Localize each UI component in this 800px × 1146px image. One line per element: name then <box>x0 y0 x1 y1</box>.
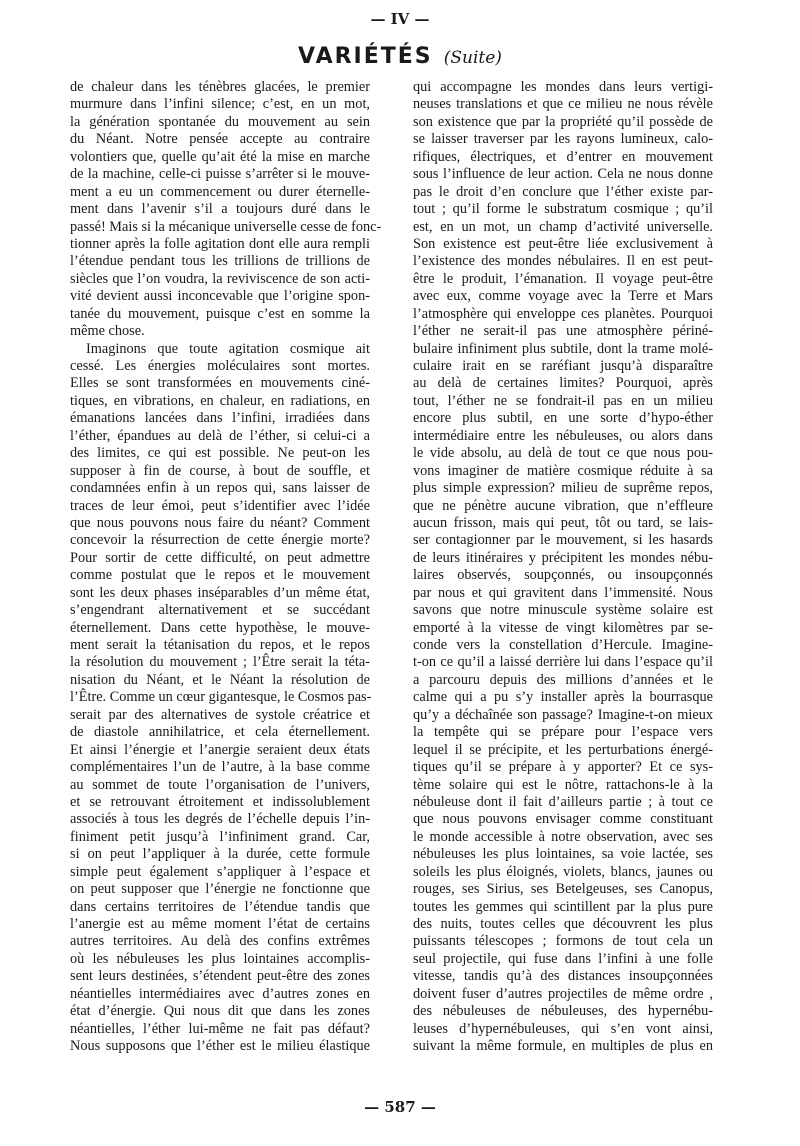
text-line: du Néant. Notre pensée accepte au contraire <box>70 131 370 148</box>
text-line: rifiques, électriques, et d’entrer en mouvement <box>413 148 713 165</box>
text-line: vons imaginer de matière cosmique réduite à sa <box>413 462 713 479</box>
text-line: l’étendue pendant tous les trillions de trillions de <box>70 253 370 270</box>
text-line: t-on ce qu’il a laissé derrière lui dans l’espace qu’il <box>413 654 713 671</box>
text-line: son existence que par la propriété qu’il possède de <box>413 113 713 130</box>
text-line: de chaleur dans les ténèbres glacées, le premier <box>70 79 370 95</box>
text-line: savons que notre minuscule système solaire est <box>413 602 713 619</box>
text-line: sous l’influence de leur action. Cela ne nous donne <box>413 166 713 183</box>
text-line: rouges, ses Sirius, ses Betelgeuses, ses Canopus, <box>413 881 713 898</box>
text-line: néantielles intermédiaires avec d’autres zones en <box>70 985 370 1002</box>
text-line: qui accompagne les mondes dans leurs vertigi- <box>413 79 713 95</box>
text-line: plus simple expression? milieu de suprême repos, <box>413 480 713 497</box>
text-line: calme qui a pu s’y installer après la bourrasque <box>413 689 713 706</box>
text-line: leuses d’hypernébuleuses, qui s’en vont ainsi, <box>413 1020 713 1037</box>
text-line: encore plus subtil, en une sorte d’hypo-éther <box>413 410 713 427</box>
text-line: puissants télescopes ; formons de tout cela un <box>413 933 713 950</box>
text-line: tème solaire qui est le nôtre, rattachons-le à la <box>413 776 713 793</box>
text-line: Pour sortir de cette difficulté, on peut admettre <box>70 549 370 566</box>
text-line: serait par des alternatives de systole créatrice et <box>70 706 370 723</box>
text-line: conde vers la constellation d’Hercule. Imagine- <box>413 637 713 653</box>
text-line: tiques, en vibrations, en chaleur, en radiations, en <box>70 392 370 409</box>
section-title: VARIÉTÉS <box>298 44 433 69</box>
text-line: volontiers que, quelle qu’ait été la mise en marche <box>70 148 370 165</box>
text-line: au sommet de toute l’organisation de l’univers, <box>70 776 370 793</box>
text-line: par nous et qui gravitent dans l’immensité. Nous <box>413 584 713 601</box>
text-line: de leurs itinéraires y précipitent les mondes nébu- <box>413 549 713 566</box>
text-line: que nous pouvons nous faire du néant? Comment <box>70 514 370 531</box>
text-line: même chose. <box>70 323 145 340</box>
text-line: finiment petit jusqu’à l’infiniment grand. Car, <box>70 828 370 845</box>
article-body <box>70 79 740 1089</box>
text-line: état d’énergie. Qui nous dit que dans les zones <box>70 1003 370 1020</box>
text-line: Et ainsi l’énergie et l’anergie seraient deux états <box>70 741 370 758</box>
left-column <box>70 79 382 1056</box>
text-line: tout ; qu’il forme le substratum cosmique ; qu’il <box>413 201 713 218</box>
text-line: autres territoires. Au delà des confins extrêmes <box>70 933 370 950</box>
text-line: la tempête qui se prépare pour l’espace vers <box>413 724 713 741</box>
text-line: tanée du mouvement, puisque c’est en somme la <box>70 305 370 322</box>
text-line: l’éther ne serait-il pas une atmosphère périné- <box>413 323 713 340</box>
text-line: tionner après la folle agitation dont elle aura rempli <box>70 235 370 252</box>
text-line: traces de leur émoi, peut s’identifier avec l’idée <box>70 497 370 514</box>
text-line: que nous pouvons envisager comme constituant <box>413 811 713 828</box>
text-line: ment a eu un commencement ou durer éternelle- <box>70 183 370 200</box>
text-line: aucun frisson, mais qui peut, tôt ou tard, se lais- <box>413 514 713 531</box>
text-line: qu’y a déchaînée son passage? Imagine-t-on mieux <box>413 706 713 723</box>
text-line: ment serait la tétanisation du repos, et le repos <box>70 637 370 653</box>
text-line: seul projectile, qui fuse dans l’infini à une folle <box>413 950 713 967</box>
text-line: de la machine, celle-ci puisse s’arrêter si le mouve- <box>70 166 370 183</box>
text-line: où les nébuleuses les plus lointaines accomplis- <box>70 950 370 967</box>
text-line: associés à tous les degrés de l’échelle depuis l’in- <box>70 811 370 828</box>
text-line: doivent fuser d’autres projectiles de même ordre , <box>413 985 713 1002</box>
text-line: que ne pénètre aucune vibration, que n’effleure <box>413 497 713 514</box>
text-line: supposer à fin de course, à bout de souffle, et <box>70 462 370 479</box>
text-line: se laisser traverser par les rayons lumineux, calo- <box>413 131 713 148</box>
text-line: au delà de certaines limites? Pourquoi, après <box>413 375 713 392</box>
text-line: l’anergie est au même moment l’état de certains <box>70 916 370 932</box>
text-line: pas le droit d’en conclure que l’éther existe par- <box>413 183 713 200</box>
text-line: vité devient aussi inconcevable que l’origine spon- <box>70 288 370 305</box>
text-line: tout, l’éther ne se fondrait-il pas en un milieu <box>413 392 713 409</box>
text-line: vitesse, tandis qu’à des distances insoupçonnées <box>413 968 713 985</box>
text-line: tiques qu’il se prépare à y apporter? Et ce sys- <box>413 759 713 776</box>
text-line: on peut supposer que l’énergie ne fonctionne que <box>70 881 370 898</box>
text-line: sent leurs destinées, s’étendent peut-être des zones <box>70 968 370 985</box>
text-line: de diastole annihilatrice, et cela éternellement. <box>70 724 370 741</box>
text-line: est, en un mot, un champ d’activité universelle. <box>413 218 713 235</box>
text-line: toutes les gemmes qui scintillent par la plus pure <box>413 898 713 915</box>
text-line: ment dans l’avenir s’il a toujours duré dans le <box>70 201 370 218</box>
text-line: l’atmosphère qui enveloppe ces planètes. Pourquoi <box>413 305 713 322</box>
section-subtitle: (Suite) <box>443 48 502 68</box>
text-line: intermédiaire entre les nébuleuses, ou alors dans <box>413 427 713 444</box>
text-line: laires observés, soupçonnés, ou insoupçonnés <box>413 567 713 584</box>
text-line: si on peut l’appliquer à la durée, cette formule <box>70 846 370 863</box>
text-line: dans certains territoires de l’étendue tandis que <box>70 898 370 915</box>
text-line: Elles se sont transformées en mouvements ciné- <box>70 375 370 392</box>
text-line: avec eux, comme voyage avec la Terre et Mars <box>413 288 713 305</box>
text-line: et se retrouvant étroitement et indissolublement <box>70 793 370 810</box>
text-line: emporté à la vitesse de vingt kilomètres par se- <box>413 619 713 636</box>
text-line: siècles que l’on voudra, la reviviscence de son acti- <box>70 270 370 287</box>
text-line: nisation du Néant, et le Néant la résolution de <box>70 671 370 688</box>
text-line: des nuits, toutes celles que découvrent les plus <box>413 916 713 932</box>
text-line: la résolution du mouvement ; l’Être serait la téta- <box>70 654 370 671</box>
text-line: suivant la même formule, en multiples de plus en <box>413 1038 713 1055</box>
text-line: Son existence est peut-être liée exclusivement à <box>413 235 713 252</box>
text-line: neuses translations et que ce milieu ne nous révèle <box>413 96 713 113</box>
text-line: concevoir la résurrection de cette énergie morte? <box>70 532 370 549</box>
text-line: être le produit, l’émanation. Il voyage peut-être <box>413 270 713 287</box>
text-line: passé! Mais si la mécanique universelle cesse de fonc- <box>70 218 382 235</box>
text-line: des limites, ce qui est possible. Ne peut-on les <box>70 445 370 462</box>
section-heading <box>0 44 800 69</box>
text-line: simple peut également s’appliquer à l’espace et <box>70 863 370 880</box>
text-line: murmure dans l’infini silence; c’est, en un mot, <box>70 96 370 113</box>
text-line: lequel il se précipite, et les perturbations énergé- <box>413 741 713 758</box>
text-line: éternellement. Dans cette hypothèse, le mouve- <box>70 619 370 636</box>
text-line: le vide absolu, au delà de tout ce que nous pou- <box>413 445 713 462</box>
text-line: des nébuleuses de nébuleuses, des hypernébu- <box>413 1003 713 1020</box>
text-line: le monde accessible à notre observation, avec ses <box>413 828 713 845</box>
text-line: l’Être. Comme un cœur gigantesque, le Cosmos pas- <box>70 689 372 706</box>
page-roman-numeral: — IV — <box>370 10 430 28</box>
text-line: l’existence des mondes nébulaires. Il en est peut- <box>413 253 713 270</box>
text-line: a parcouru depuis des millions d’années et le <box>413 671 713 688</box>
text-line: néantielles, l’éther lui-même ne fait pas défaut? <box>70 1020 370 1037</box>
text-line: condamnées enfin à un repos qui, sans laisser de <box>70 480 370 497</box>
text-line: culaire irait en se raréfiant jusqu’à disparaître <box>413 358 713 374</box>
text-line: Nous supposons que l’éther est le milieu élastique <box>70 1038 370 1055</box>
text-line: comme postulat que le repos et le mouvement <box>70 567 370 584</box>
text-line: Imaginons que toute agitation cosmique ait <box>86 340 370 357</box>
text-line: l’éther, épandues au delà de l’éther, si celui-ci a <box>70 427 370 444</box>
text-line: s’engendrant alternativement et se succédant <box>70 602 370 619</box>
page-number: — 587 — <box>364 1098 436 1116</box>
text-line: émanations lancées dans l’infini, irradiées dans <box>70 410 370 427</box>
text-line: ser contagionner par le mouvement, si les hasards <box>413 532 713 549</box>
text-line: cessé. Les énergies moléculaires sont mortes. <box>70 358 370 374</box>
text-line: bulaire infiniment plus subtile, dont la trame molé- <box>413 340 713 357</box>
text-line: la génération spontanée du mouvement au sein <box>70 113 370 130</box>
text-line: nébuleuse dont il fait d’ailleurs partie ; à tout ce <box>413 793 713 810</box>
text-line: sont les deux phases inséparables d’un même état, <box>70 584 370 601</box>
right-column <box>413 79 713 1056</box>
text-line: nébuleuses les plus lointaines, sa voie lactée, ses <box>413 846 713 863</box>
text-line: complémentaires l’un de l’autre, à la base comme <box>70 759 370 776</box>
text-line: soleils les plus éloignés, violets, blancs, jaunes ou <box>413 863 713 880</box>
